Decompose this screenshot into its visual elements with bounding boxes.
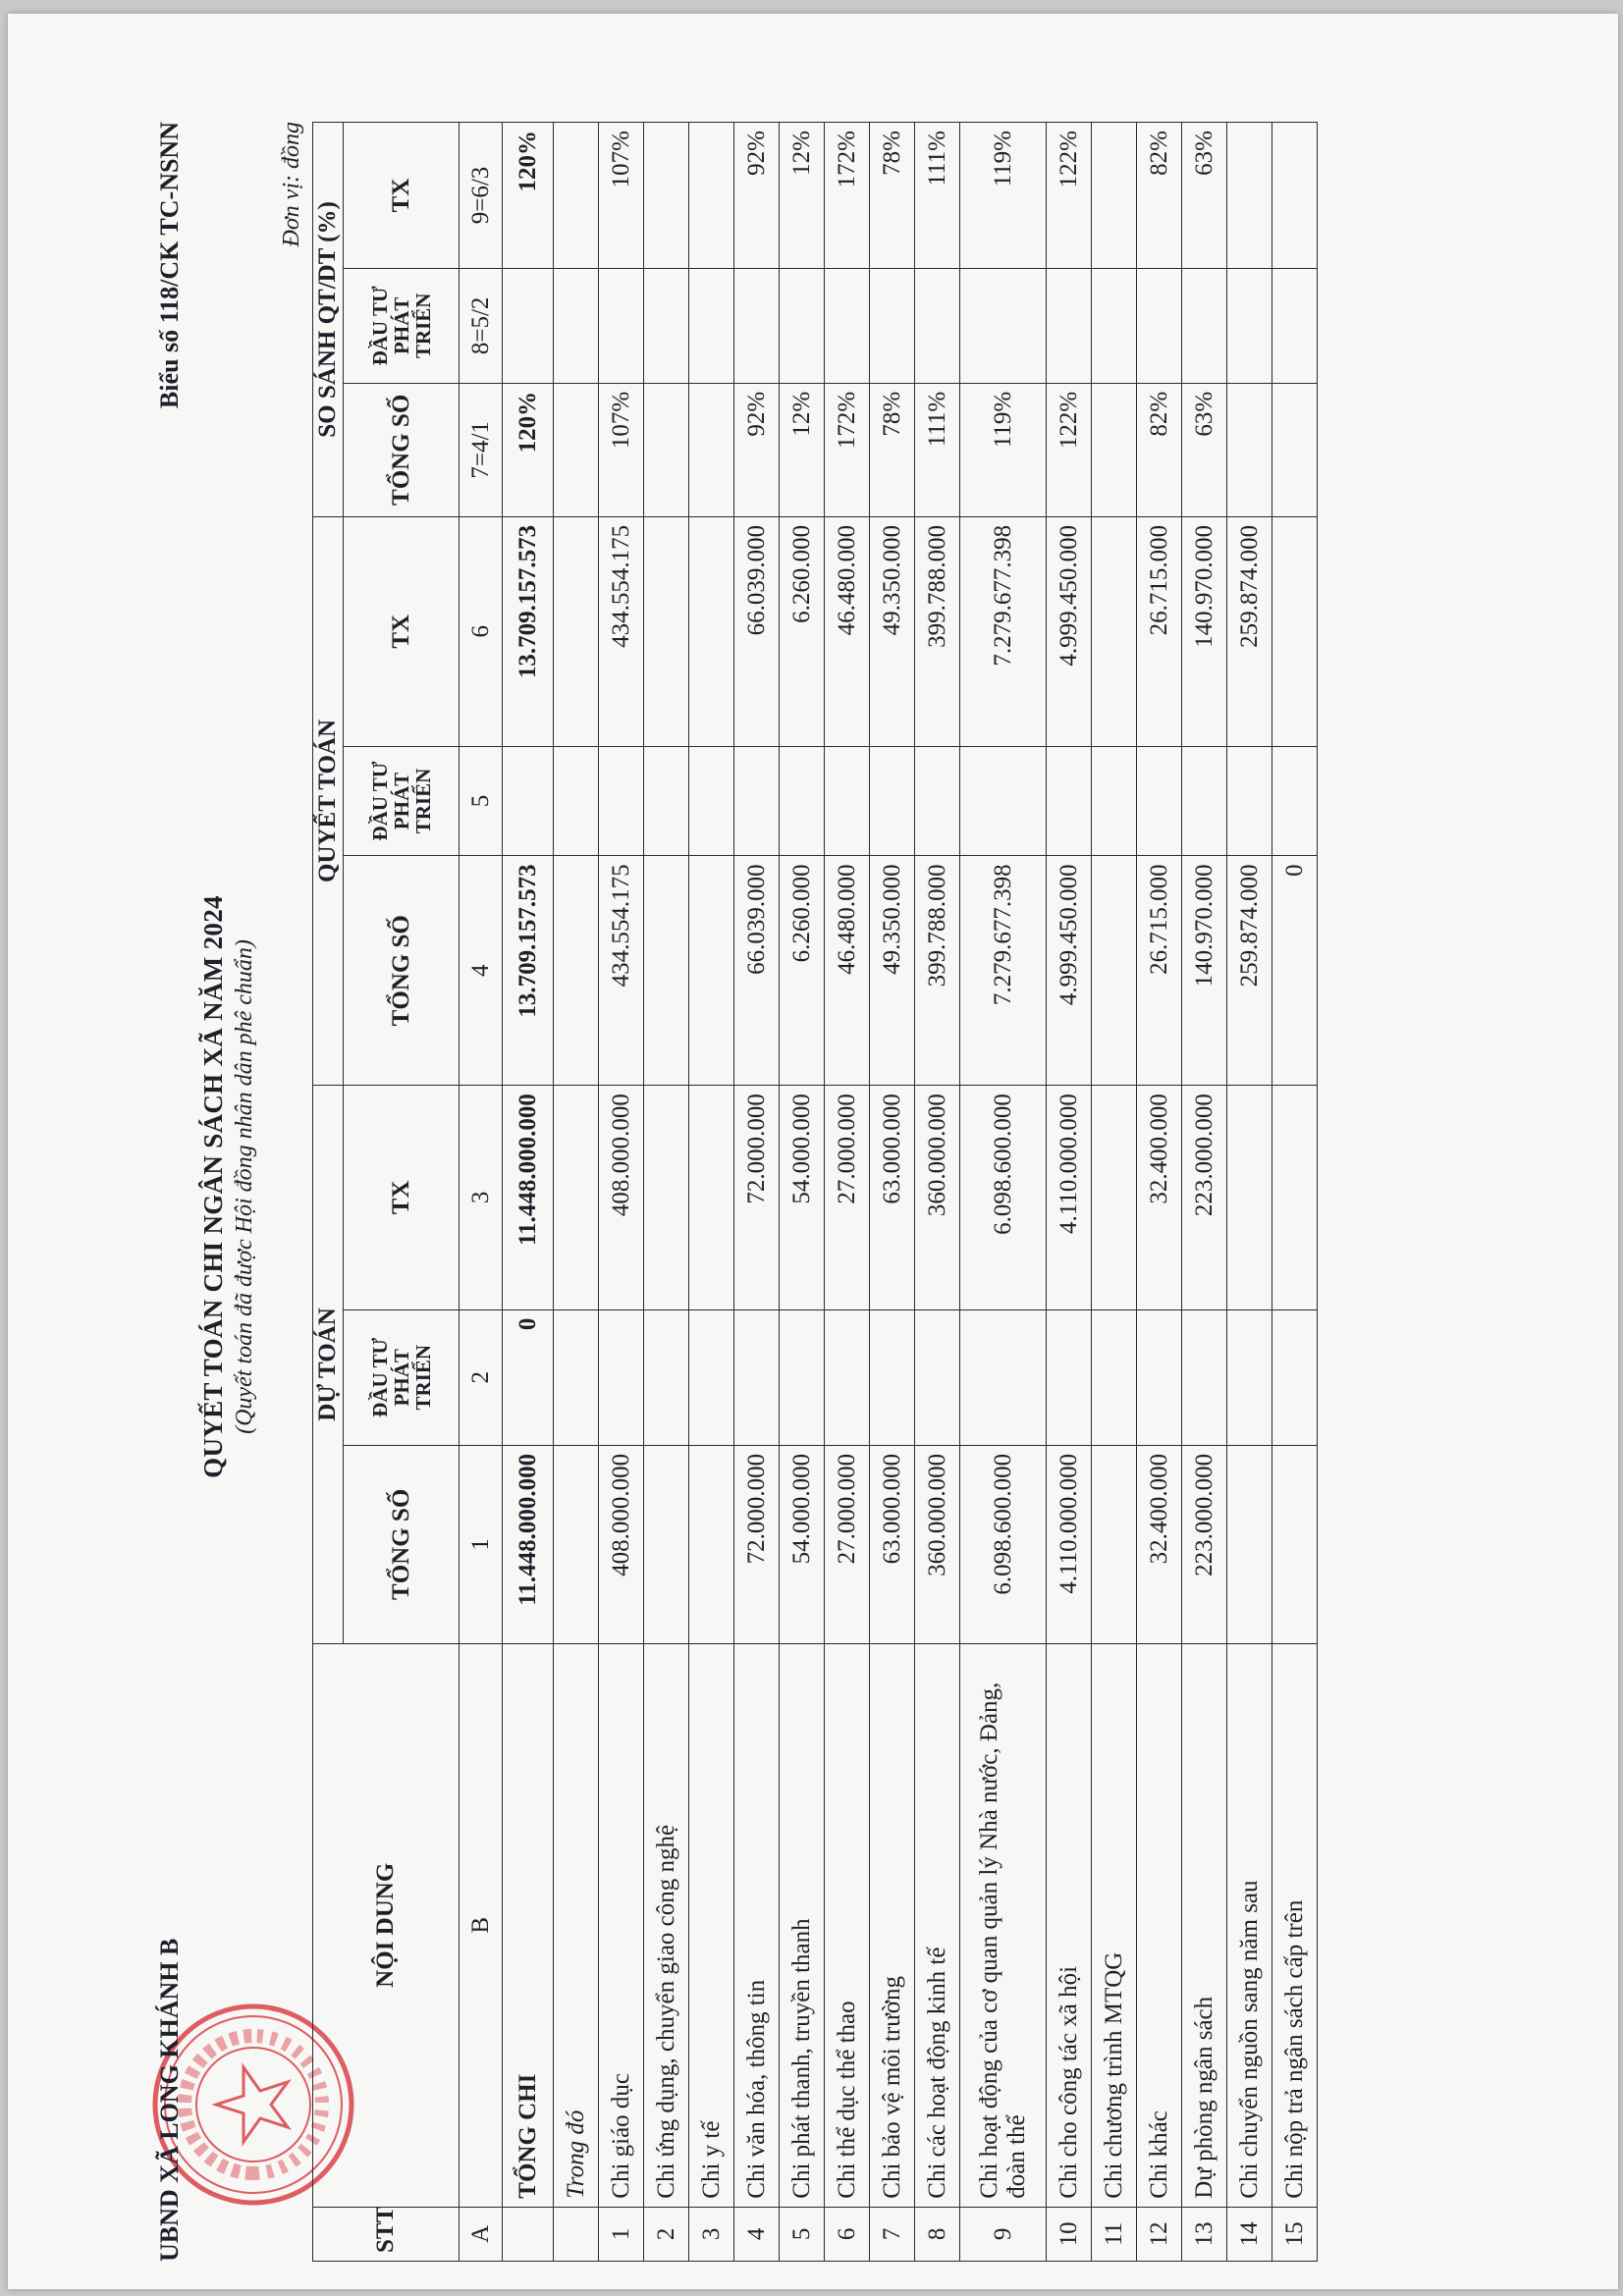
cell-ss-dtpt: [1137, 268, 1182, 383]
index-cell: 2: [460, 1309, 503, 1445]
cell-dt-tx: [644, 1086, 689, 1310]
row-label: Chi hoạt động của cơ quan quản lý Nhà nước, Đảng, đoàn thể: [960, 1643, 1047, 2207]
row-label: Chi nộp trả ngân sách cấp trên: [1272, 1643, 1318, 2207]
cell-ss-tong: [1227, 383, 1272, 516]
document-title: QUYẾT TOÁN CHI NGÂN SÁCH XÃ NĂM 2024: [198, 895, 228, 1478]
table-row: [1272, 123, 1318, 2262]
cell-dt-tong: 72.000.000: [734, 1445, 780, 1643]
cell-ss-tong: 78%: [870, 383, 915, 516]
cell-ss-dtpt: [780, 268, 825, 383]
cell-dt-tong: 360.000.000: [915, 1445, 960, 1643]
cell-dt-dtpt: [734, 1309, 780, 1445]
table-row: [1047, 123, 1092, 2262]
cell-qt-dtpt: [825, 746, 870, 856]
cell-qt-tong: [689, 856, 734, 1086]
cell-dt-tx: [1092, 1086, 1137, 1310]
index-cell: 4: [460, 856, 503, 1086]
cell-qt-tong: [644, 856, 689, 1086]
cell-ss-dtpt: [689, 268, 734, 383]
cell-qt-tx: 6.260.000: [780, 516, 825, 746]
cell-dt-tong: 6.098.600.000: [960, 1445, 1047, 1643]
row-label: Chi khác: [1137, 1643, 1182, 2207]
cell-qt-dtpt: [960, 746, 1047, 856]
group-du-toan: DỰ TOÁN: [313, 1086, 344, 1644]
table-row: [1092, 123, 1137, 2262]
col-dt-tong: TỔNG SỐ: [344, 1445, 460, 1643]
total-ss-tx: 120%: [503, 123, 554, 269]
cell-dt-tx: [689, 1086, 734, 1310]
cell-ss-dtpt: [1047, 268, 1092, 383]
cell-qt-tong: 26.715.000: [1137, 856, 1182, 1086]
index-cell: 5: [460, 746, 503, 856]
budget-table: [312, 122, 1318, 2262]
cell-dt-dtpt: [960, 1309, 1047, 1445]
cell-ss-tx: [1227, 123, 1272, 269]
cell-ss-tx: 82%: [1137, 123, 1182, 269]
cell-qt-tong: 6.260.000: [780, 856, 825, 1086]
total-dt-tong: 11.448.000.000: [503, 1445, 554, 1643]
col-dt-dtpt: ĐẦU TƯ PHÁT TRIỂN: [344, 1309, 460, 1445]
cell-ss-tong: [1272, 383, 1318, 516]
total-row: [503, 123, 554, 2262]
index-cell: 8=5/2: [460, 268, 503, 383]
cell-ss-dtpt: [960, 268, 1047, 383]
cell-qt-tx: 66.039.000: [734, 516, 780, 746]
row-label: Chi các hoạt động kinh tế: [915, 1643, 960, 2207]
cell-ss-tx: [689, 123, 734, 269]
total-dt-dtpt: 0: [503, 1309, 554, 1445]
cell-qt-dtpt: [734, 746, 780, 856]
cell-dt-dtpt: [1227, 1309, 1272, 1445]
cell-qt-tx: 4.999.450.000: [1047, 516, 1092, 746]
cell-qt-dtpt: [1137, 746, 1182, 856]
cell-dt-tong: [644, 1445, 689, 1643]
cell-qt-dtpt: [599, 746, 644, 856]
col-ss-tx: TX: [344, 123, 460, 269]
cell-qt-tong: 140.970.000: [1182, 856, 1227, 1086]
col-noi-dung: NỘI DUNG: [313, 1643, 460, 2207]
cell-ss-tong: [689, 383, 734, 516]
index-cell: 6: [460, 516, 503, 746]
index-row: [460, 123, 503, 2262]
row-stt: 13: [1182, 2207, 1227, 2261]
total-ss-dtpt: [503, 268, 554, 383]
cell-dt-dtpt: [1272, 1309, 1318, 1445]
cell-dt-dtpt: [644, 1309, 689, 1445]
cell-ss-tong: 82%: [1137, 383, 1182, 516]
cell-ss-tong: 63%: [1182, 383, 1227, 516]
cell-qt-tx: [1272, 516, 1318, 746]
cell-qt-tong: 434.554.175: [599, 856, 644, 1086]
col-ss-dtpt: ĐẦU TƯ PHÁT TRIỂN: [344, 268, 460, 383]
cell-ss-tong: 107%: [599, 383, 644, 516]
cell-dt-dtpt: [1182, 1309, 1227, 1445]
cell-qt-dtpt: [915, 746, 960, 856]
cell-dt-dtpt: [825, 1309, 870, 1445]
row-stt: 8: [915, 2207, 960, 2261]
row-stt: 11: [1092, 2207, 1137, 2261]
cell-ss-tx: 107%: [599, 123, 644, 269]
cell-ss-tong: 92%: [734, 383, 780, 516]
cell-dt-tx: 223.000.000: [1182, 1086, 1227, 1310]
cell-qt-tx: 399.788.000: [915, 516, 960, 746]
cell-ss-dtpt: [825, 268, 870, 383]
cell-qt-tx: [689, 516, 734, 746]
cell-ss-dtpt: [1227, 268, 1272, 383]
cell-ss-tong: [1092, 383, 1137, 516]
cell-qt-dtpt: [1272, 746, 1318, 856]
cell-ss-tong: 111%: [915, 383, 960, 516]
table-row: [960, 123, 1047, 2262]
row-stt: 1: [599, 2207, 644, 2261]
index-cell: B: [460, 1643, 503, 2207]
rotated-document: [155, 102, 1554, 2271]
cell-qt-tong: 7.279.677.398: [960, 856, 1047, 1086]
row-label: Chi cho công tác xã hội: [1047, 1643, 1092, 2207]
total-label: TỔNG CHI: [503, 1643, 554, 2207]
cell-qt-tx: [644, 516, 689, 746]
cell-qt-dtpt: [1182, 746, 1227, 856]
row-stt: 6: [825, 2207, 870, 2261]
cell-qt-tx: 259.874.000: [1227, 516, 1272, 746]
table-row: [1137, 123, 1182, 2262]
table-row: [1227, 123, 1272, 2262]
cell-dt-dtpt: [689, 1309, 734, 1445]
col-qt-dtpt: ĐẦU TƯ PHÁT TRIỂN: [344, 746, 460, 856]
cell-dt-tx: 32.400.000: [1137, 1086, 1182, 1310]
cell-ss-tong: 12%: [780, 383, 825, 516]
cell-dt-dtpt: [599, 1309, 644, 1445]
cell-dt-tong: 408.000.000: [599, 1445, 644, 1643]
cell-ss-tx: [1092, 123, 1137, 269]
cell-dt-tong: 27.000.000: [825, 1445, 870, 1643]
row-stt: 5: [780, 2207, 825, 2261]
document-subtitle: (Quyết toán đã được Hội đồng nhân dân phê chuẩn): [232, 939, 257, 1434]
cell-qt-tong: 46.480.000: [825, 856, 870, 1086]
cell-qt-dtpt: [780, 746, 825, 856]
row-stt: 12: [1137, 2207, 1182, 2261]
index-cell: 9=6/3: [460, 123, 503, 269]
cell-dt-tong: 4.110.000.000: [1047, 1445, 1092, 1643]
row-stt: 3: [689, 2207, 734, 2261]
row-stt: 10: [1047, 2207, 1092, 2261]
cell-dt-dtpt: [1092, 1309, 1137, 1445]
row-label: Chi chương trình MTQG: [1092, 1643, 1137, 2207]
cell-ss-tx: 119%: [960, 123, 1047, 269]
table-row: [1182, 123, 1227, 2262]
row-stt: 15: [1272, 2207, 1318, 2261]
cell-qt-dtpt: [1092, 746, 1137, 856]
cell-ss-tx: 12%: [780, 123, 825, 269]
col-dt-tx: TX: [344, 1086, 460, 1310]
table-row: [825, 123, 870, 2262]
currency-unit: Đơn vị: đồng: [279, 122, 304, 247]
cell-ss-tx: [644, 123, 689, 269]
document-page: [8, 14, 1618, 2289]
cell-qt-tx: [1092, 516, 1137, 746]
row-stt: 4: [734, 2207, 780, 2261]
index-cell: 3: [460, 1086, 503, 1310]
cell-qt-tx: 7.279.677.398: [960, 516, 1047, 746]
total-ss-tong: 120%: [503, 383, 554, 516]
cell-dt-tong: 223.000.000: [1182, 1445, 1227, 1643]
cell-dt-dtpt: [1047, 1309, 1092, 1445]
cell-ss-tx: 78%: [870, 123, 915, 269]
form-code: Biểu số 118/CK TC-NSNN: [155, 122, 184, 409]
cell-dt-dtpt: [870, 1309, 915, 1445]
row-label: Chi chuyển nguồn sang năm sau: [1227, 1643, 1272, 2207]
index-cell: 7=4/1: [460, 383, 503, 516]
cell-qt-tx: 46.480.000: [825, 516, 870, 746]
cell-qt-dtpt: [1227, 746, 1272, 856]
trong-do-row: [554, 123, 599, 2262]
col-qt-tong: TỔNG SỐ: [344, 856, 460, 1086]
cell-qt-tong: [1092, 856, 1137, 1086]
cell-qt-tx: 49.350.000: [870, 516, 915, 746]
cell-ss-tx: 172%: [825, 123, 870, 269]
cell-qt-tong: 0: [1272, 856, 1318, 1086]
cell-qt-tong: 4.999.450.000: [1047, 856, 1092, 1086]
cell-ss-tx: 92%: [734, 123, 780, 269]
cell-dt-tong: [1227, 1445, 1272, 1643]
row-stt: 14: [1227, 2207, 1272, 2261]
cell-dt-dtpt: [780, 1309, 825, 1445]
group-quyet-toan: QUYẾT TOÁN: [313, 516, 344, 1085]
cell-dt-tx: 6.098.600.000: [960, 1086, 1047, 1310]
row-label: Chi giáo dục: [599, 1643, 644, 2207]
index-cell: 1: [460, 1445, 503, 1643]
total-qt-tong: 13.709.157.573: [503, 856, 554, 1086]
table-row: [734, 123, 780, 2262]
total-qt-dtpt: [503, 746, 554, 856]
cell-qt-dtpt: [689, 746, 734, 856]
cell-dt-tx: 63.000.000: [870, 1086, 915, 1310]
cell-ss-tong: 172%: [825, 383, 870, 516]
cell-dt-tx: [1227, 1086, 1272, 1310]
col-qt-tx: TX: [344, 516, 460, 746]
table-row: [644, 123, 689, 2262]
cell-ss-dtpt: [644, 268, 689, 383]
row-label: Chi ứng dụng, chuyển giao công nghệ: [644, 1643, 689, 2207]
row-label: Chi bảo vệ môi trường: [870, 1643, 915, 2207]
cell-ss-tx: 111%: [915, 123, 960, 269]
cell-ss-dtpt: [1272, 268, 1318, 383]
total-qt-tx: 13.709.157.573: [503, 516, 554, 746]
row-label: Chi thể dục thể thao: [825, 1643, 870, 2207]
cell-ss-dtpt: [915, 268, 960, 383]
table-row: [870, 123, 915, 2262]
cell-ss-tx: 122%: [1047, 123, 1092, 269]
cell-ss-dtpt: [1092, 268, 1137, 383]
cell-ss-tx: [1272, 123, 1318, 269]
cell-dt-tx: 27.000.000: [825, 1086, 870, 1310]
cell-ss-dtpt: [599, 268, 644, 383]
group-so-sanh: SO SÁNH QT/DT (%): [313, 123, 344, 517]
row-label: Dự phòng ngân sách: [1182, 1643, 1227, 2207]
cell-qt-dtpt: [1047, 746, 1092, 856]
cell-dt-tx: 408.000.000: [599, 1086, 644, 1310]
cell-qt-dtpt: [870, 746, 915, 856]
cell-dt-tx: 72.000.000: [734, 1086, 780, 1310]
cell-dt-tong: 32.400.000: [1137, 1445, 1182, 1643]
col-stt: STT: [313, 2207, 460, 2261]
row-stt: 9: [960, 2207, 1047, 2261]
cell-ss-dtpt: [870, 268, 915, 383]
cell-dt-tong: [1092, 1445, 1137, 1643]
cell-qt-tx: 140.970.000: [1182, 516, 1227, 746]
row-label: Chi văn hóa, thông tin: [734, 1643, 780, 2207]
header-row-1: [313, 123, 344, 2262]
cell-qt-tong: 49.350.000: [870, 856, 915, 1086]
cell-dt-tx: 360.000.000: [915, 1086, 960, 1310]
cell-qt-tong: 66.039.000: [734, 856, 780, 1086]
table-row: [780, 123, 825, 2262]
cell-ss-tong: 122%: [1047, 383, 1092, 516]
cell-dt-tx: 54.000.000: [780, 1086, 825, 1310]
cell-dt-tx: [1272, 1086, 1318, 1310]
total-dt-tx: 11.448.000.000: [503, 1086, 554, 1310]
cell-ss-tong: [644, 383, 689, 516]
cell-dt-tong: [689, 1445, 734, 1643]
row-stt: 2: [644, 2207, 689, 2261]
table-body: [460, 123, 1318, 2262]
cell-dt-tong: 54.000.000: [780, 1445, 825, 1643]
table-row: [915, 123, 960, 2262]
index-cell: A: [460, 2207, 503, 2261]
cell-ss-tx: 63%: [1182, 123, 1227, 269]
col-ss-tong: TỔNG SỐ: [344, 383, 460, 516]
trong-do-label: Trong đó: [554, 1643, 599, 2207]
cell-dt-tong: 63.000.000: [870, 1445, 915, 1643]
table-row: [599, 123, 644, 2262]
cell-ss-tong: 119%: [960, 383, 1047, 516]
cell-dt-tong: [1272, 1445, 1318, 1643]
cell-dt-tx: 4.110.000.000: [1047, 1086, 1092, 1310]
cell-ss-dtpt: [1182, 268, 1227, 383]
cell-qt-dtpt: [644, 746, 689, 856]
row-label: Chi phát thanh, truyền thanh: [780, 1643, 825, 2207]
cell-qt-tong: 259.874.000: [1227, 856, 1272, 1086]
cell-qt-tong: 399.788.000: [915, 856, 960, 1086]
row-stt: 7: [870, 2207, 915, 2261]
cell-dt-dtpt: [915, 1309, 960, 1445]
table-row: [689, 123, 734, 2262]
cell-qt-tx: 26.715.000: [1137, 516, 1182, 746]
cell-qt-tx: 434.554.175: [599, 516, 644, 746]
cell-dt-dtpt: [1137, 1309, 1182, 1445]
row-label: Chi y tế: [689, 1643, 734, 2207]
cell-ss-dtpt: [734, 268, 780, 383]
organization-name: UBND XÃ LONG KHÁNH B: [155, 1938, 184, 2262]
